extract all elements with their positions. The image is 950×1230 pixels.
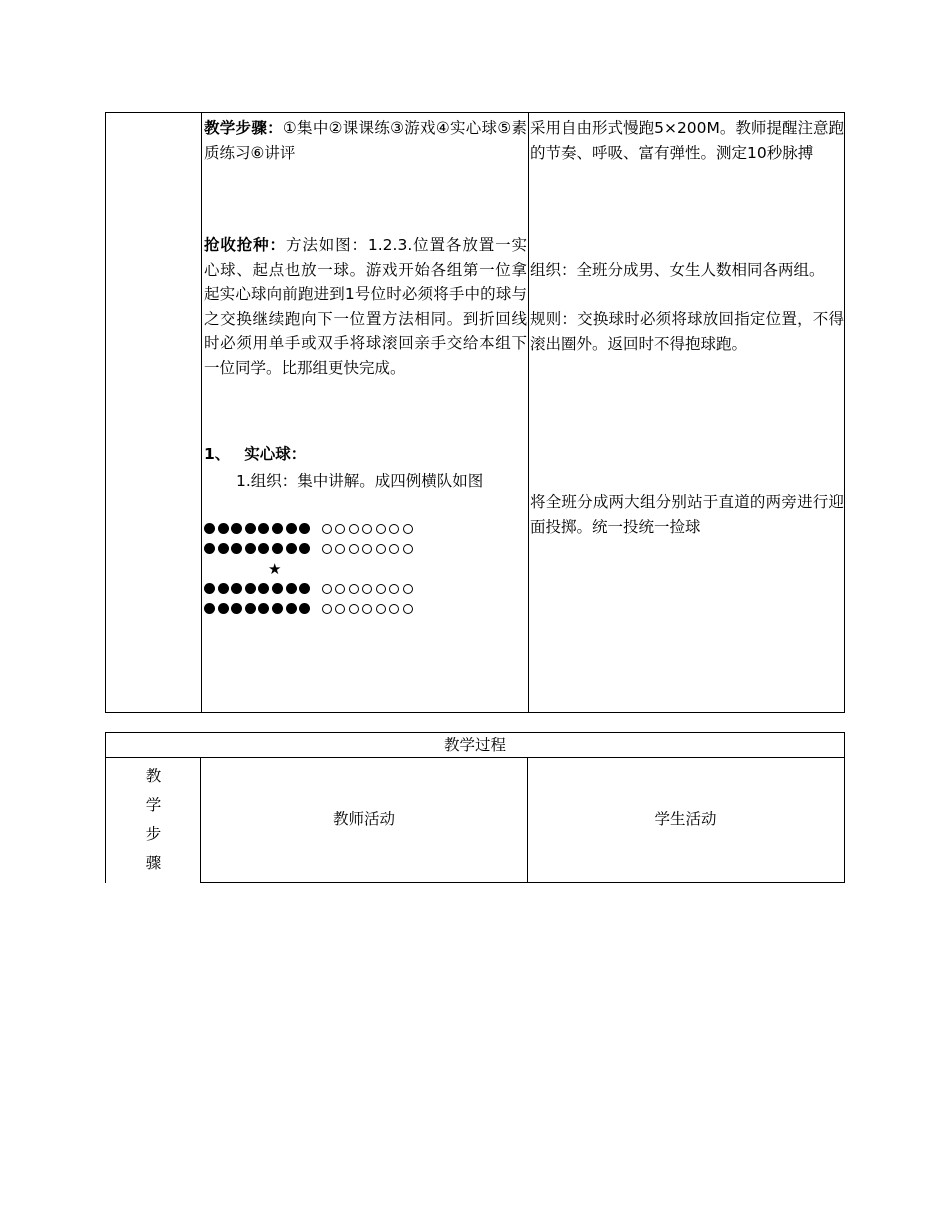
filled-circle-icon — [204, 603, 215, 614]
hollow-circle-icon — [389, 544, 399, 554]
hollow-circle-icon — [389, 524, 399, 534]
hollow-circle-icon — [376, 524, 386, 534]
filled-circle-icon — [286, 543, 297, 554]
game-text: 方法如图：1.2.3.位置各放置一实心球、起点也放一球。游戏开始各组第一位拿起实心球向前跑进到1号位时必须将手中的球与之交换继续跑向下一位置方法相同。到折回线时必须用单手或双手将球滚回亲手交给本组下一位同学。比那组更快完成。 — [204, 236, 527, 377]
teacher-activity-label: 教师活动 — [332, 810, 395, 829]
filled-circle-icon — [299, 543, 310, 554]
student-activity-cell — [527, 757, 845, 883]
game-label: 抢收抢种： — [204, 236, 286, 254]
filled-circle-icon — [218, 603, 229, 614]
filled-circle-icon — [258, 583, 269, 594]
lesson-table — [105, 112, 845, 713]
hollow-circle-icon — [362, 604, 372, 614]
hollow-circle-icon — [322, 524, 332, 534]
hollow-circle-icon — [349, 604, 359, 614]
teaching-steps-cell — [105, 757, 201, 883]
hollow-circle-icon — [376, 604, 386, 614]
filled-circle-icon — [204, 523, 215, 534]
teaching-steps-char: 教 — [145, 767, 162, 785]
hollow-circle-icon — [349, 524, 359, 534]
hollow-circle-icon — [376, 544, 386, 554]
filled-circle-icon — [286, 583, 297, 594]
hollow-circle-icon — [335, 524, 345, 534]
process-table — [105, 732, 845, 883]
rules-text: 规则：交换球时必须将球放回指定位置，不得滚出圈外。返回时不得抱球跑。 — [530, 310, 844, 353]
filled-circle-icon — [245, 543, 256, 554]
filled-circle-icon — [258, 603, 269, 614]
filled-circle-icon — [286, 603, 297, 614]
hollow-circle-icon — [349, 584, 359, 594]
teaching-steps-char: 骤 — [145, 854, 162, 872]
medicine-ball-organization: 1.组织：集中讲解。成四例横队如图 — [236, 472, 484, 490]
hollow-circle-icon — [389, 604, 399, 614]
lesson-table-student-column — [529, 113, 844, 712]
hollow-circle-icon — [389, 584, 399, 594]
hollow-circle-icon — [403, 604, 413, 614]
star-icon: ★ — [268, 560, 281, 578]
filled-circle-icon — [258, 523, 269, 534]
hollow-circle-icon — [322, 544, 332, 554]
filled-circle-icon — [245, 523, 256, 534]
throw-text: 将全班分成两大组分别站于直道的两旁进行迎面投掷。统一投统一捡球 — [530, 493, 844, 536]
filled-circle-icon — [218, 523, 229, 534]
hollow-circle-icon — [335, 604, 345, 614]
lesson-table-content-column — [202, 113, 529, 712]
hollow-circle-icon — [403, 544, 413, 554]
filled-circle-icon — [272, 583, 283, 594]
filled-circle-icon — [258, 543, 269, 554]
hollow-circle-icon — [362, 584, 372, 594]
organization-text: 组织：全班分成男、女生人数相同各两组。 — [530, 261, 825, 279]
hollow-circle-icon — [322, 604, 332, 614]
teaching-steps-char: 步 — [145, 825, 162, 843]
filled-circle-icon — [204, 583, 215, 594]
hollow-circle-icon — [349, 544, 359, 554]
filled-circle-icon — [218, 583, 229, 594]
hollow-circle-icon — [362, 524, 372, 534]
hollow-circle-icon — [322, 584, 332, 594]
teacher-activity-cell — [200, 757, 528, 883]
filled-circle-icon — [299, 583, 310, 594]
student-activity-label: 学生活动 — [654, 810, 717, 829]
medicine-ball-heading — [204, 442, 527, 467]
formation-row — [204, 579, 416, 599]
teaching-steps-vertical — [106, 757, 201, 878]
formation-star-row — [204, 559, 416, 579]
filled-circle-icon — [272, 523, 283, 534]
hollow-circle-icon — [362, 544, 372, 554]
hollow-circle-icon — [403, 524, 413, 534]
teaching-steps-char: 学 — [145, 796, 162, 814]
hollow-circle-icon — [335, 544, 345, 554]
hollow-circle-icon — [376, 584, 386, 594]
filled-circle-icon — [245, 603, 256, 614]
filled-circle-icon — [245, 583, 256, 594]
process-table-body — [105, 757, 845, 883]
teaching-steps-label: 教学步骤： — [204, 119, 283, 137]
lesson-table-step-column — [106, 113, 202, 712]
medicine-ball-number: 1、 — [204, 445, 231, 463]
teaching-steps-text: ①集中②课课练③游戏④实心球⑤素质练习⑥讲评 — [204, 119, 527, 162]
formation-diagram — [204, 519, 416, 619]
filled-circle-icon — [231, 583, 242, 594]
filled-circle-icon — [272, 543, 283, 554]
filled-circle-icon — [231, 543, 242, 554]
filled-circle-icon — [204, 543, 215, 554]
formation-row — [204, 519, 416, 539]
warmup-text: 采用自由形式慢跑5×200M。教师提醒注意跑的节奏、呼吸、富有弹性。测定10秒脉搏 — [530, 119, 844, 162]
filled-circle-icon — [231, 523, 242, 534]
filled-circle-icon — [299, 603, 310, 614]
medicine-ball-title: 实心球： — [244, 445, 307, 463]
filled-circle-icon — [272, 603, 283, 614]
game-description — [204, 233, 527, 380]
formation-row — [204, 539, 416, 559]
filled-circle-icon — [218, 543, 229, 554]
filled-circle-icon — [231, 603, 242, 614]
filled-circle-icon — [299, 523, 310, 534]
formation-row — [204, 599, 416, 619]
filled-circle-icon — [286, 523, 297, 534]
hollow-circle-icon — [403, 584, 413, 594]
teaching-steps — [204, 116, 527, 165]
process-table-header: 教学过程 — [105, 732, 845, 758]
hollow-circle-icon — [335, 584, 345, 594]
